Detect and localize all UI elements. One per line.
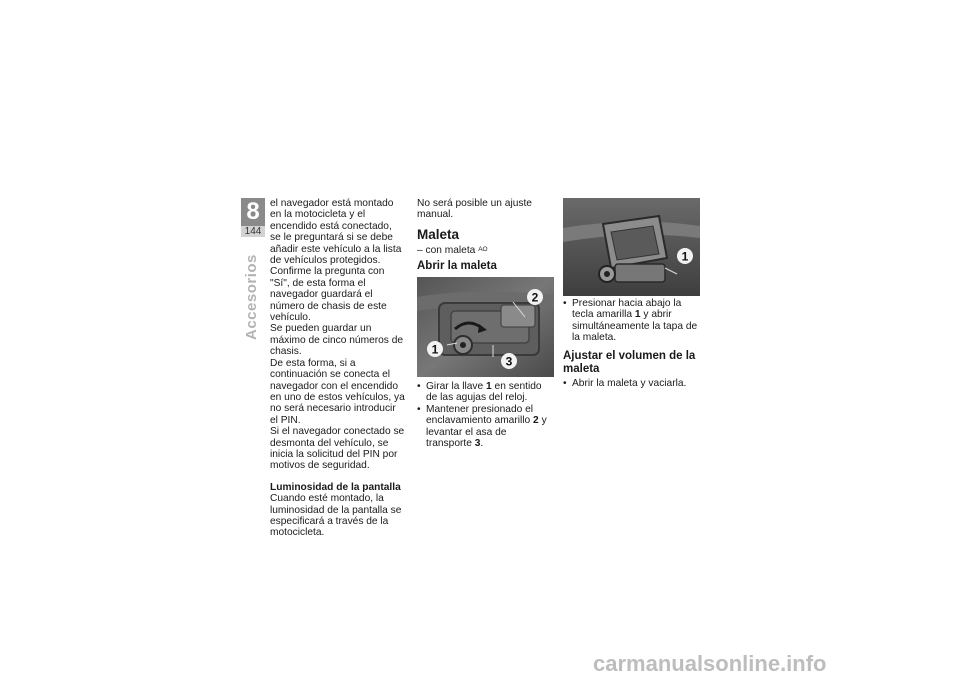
paragraph: Cuando esté montado, la luminosidad de la pantalla se especificará a través de la motocicleta. [270, 493, 402, 539]
paragraph: Se pueden guardar un máximo de cinco números de chasis. [270, 323, 404, 358]
open-case-steps [417, 381, 554, 449]
paragraph: el navegador está montado en la motocicleta y el encendido está conectado, se le preguntará si se debe añadir este vehículo a la lista de vehículos protegidos. [270, 198, 402, 267]
case-lid-photo [563, 198, 700, 296]
brightness-heading: Luminosidad de la pantalla [270, 481, 401, 493]
photo-label-1: 1 [681, 249, 689, 264]
chapter-number-tab: 8 [241, 198, 265, 226]
option-line [417, 245, 554, 256]
list-item: • Abrir la maleta y vaciarla. [563, 378, 700, 389]
list-item: • Girar la llave 1 en sentido de las agujas del reloj. [417, 381, 554, 404]
photo-label-3: 3 [505, 354, 513, 369]
paragraph: No será posible un ajuste manual. [417, 198, 532, 221]
text-column-2 [417, 198, 554, 275]
option-prefix: – con maleta [417, 244, 476, 256]
text-column-3 [563, 298, 700, 389]
watermark: carmanualsonline.info [593, 651, 827, 676]
page-number: 144 [241, 226, 265, 237]
subsection-title-open-case: Abrir la maleta [417, 260, 497, 273]
paragraph: Confirme la pregunta con "Sí", de esta forma el navegador guardará el número de chasis de este vehículo. [270, 266, 387, 324]
photo-label-1: 1 [431, 342, 439, 357]
text-column-1 [270, 198, 405, 539]
subsection-title-volume: Ajustar el volumen de la maleta [563, 349, 696, 375]
paragraph: De esta forma, si a continuación se conecta el navegador con el encendido en uno de estos vehículos, ya no será necesario introducir el PIN. [270, 357, 405, 426]
list-item: • Mantener presionado el enclavamiento amarillo 2 y levantar el asa de transporte 3. [417, 404, 554, 450]
chapter-title-vertical: Accesorios [243, 254, 260, 340]
photo-label-2: 2 [531, 290, 539, 305]
option-code: AO [478, 245, 488, 253]
paragraph: Si el navegador conectado se desmonta del vehículo, se inicia la solicitud del PIN por motivos de seguridad. [270, 426, 405, 472]
section-title-maleta: Maleta [417, 226, 460, 242]
case-lock-photo [417, 277, 554, 377]
list-item: • Presionar hacia abajo la tecla amarilla 1 y abrir simultáneamente la tapa de la maleta. [563, 298, 700, 344]
